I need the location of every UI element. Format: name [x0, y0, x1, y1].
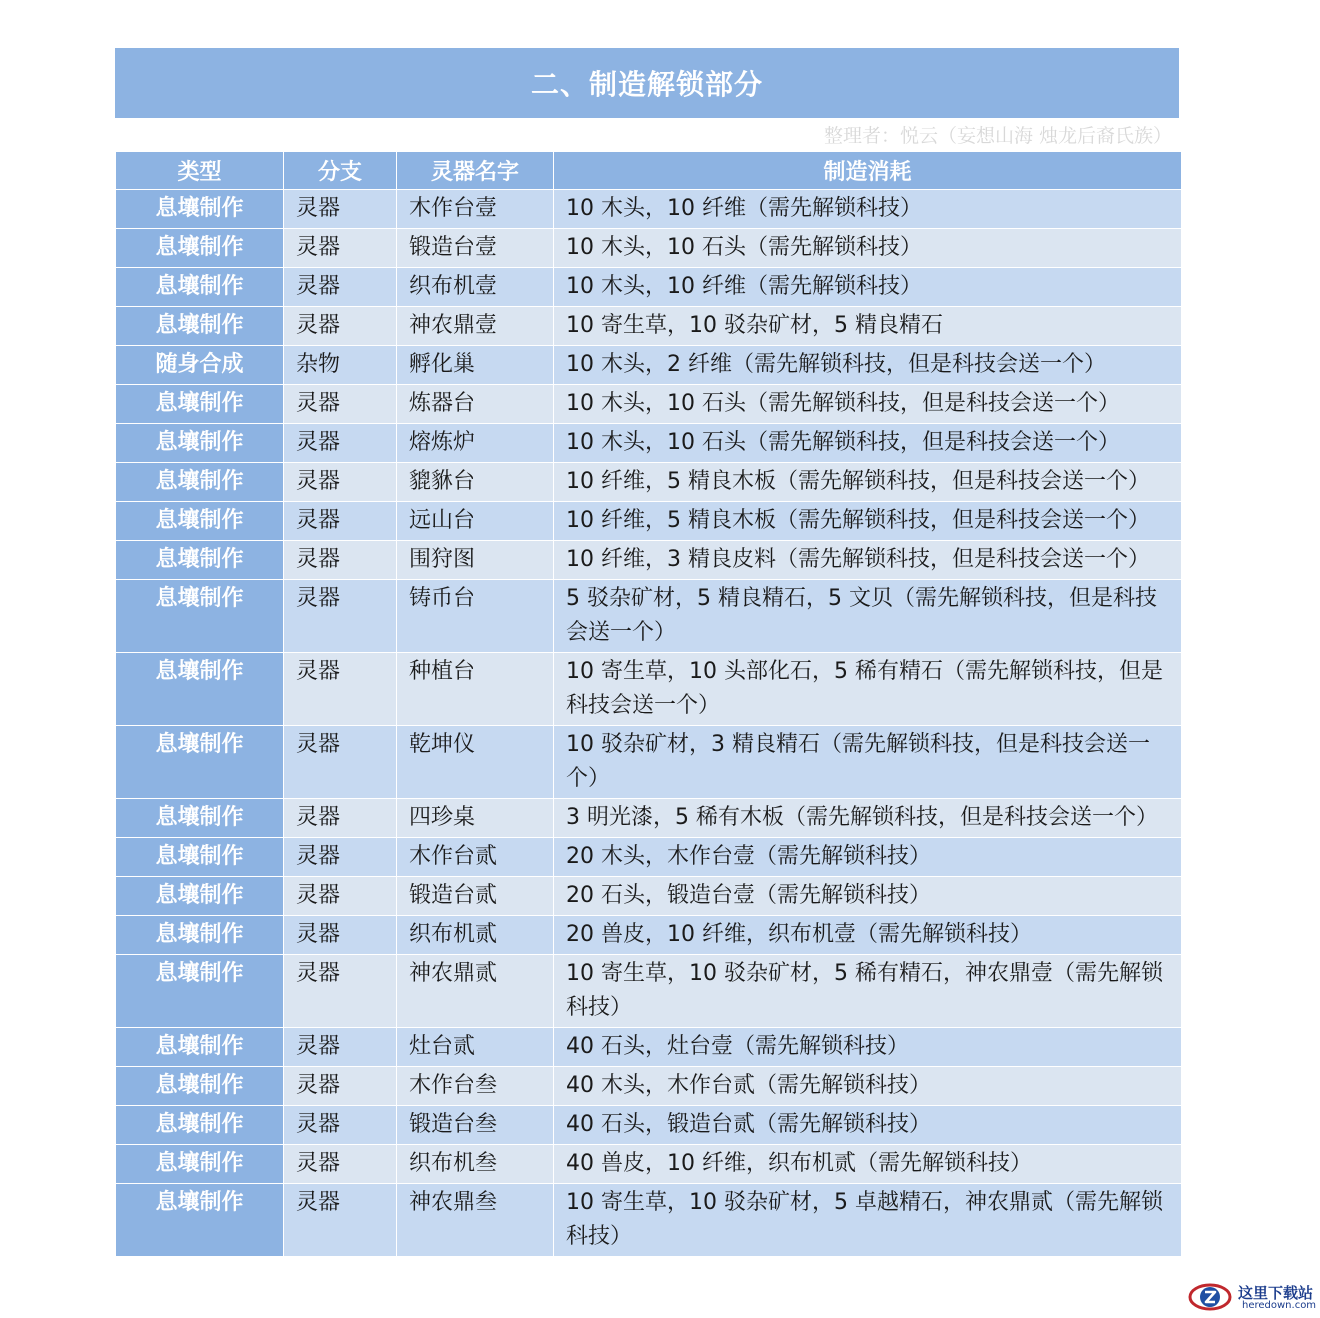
cell-branch: 灵器	[284, 1145, 397, 1184]
cell-cost: 10 木头，2 纤维（需先解锁科技，但是科技会送一个）	[554, 346, 1182, 385]
crafting-table	[115, 151, 1182, 1257]
cell-cost: 10 纤维，5 精良木板（需先解锁科技，但是科技会送一个）	[554, 463, 1182, 502]
watermark-name: 这里下载站	[1238, 1284, 1314, 1302]
cell-branch: 灵器	[284, 838, 397, 877]
cell-name: 织布机叁	[397, 1145, 554, 1184]
table-row	[116, 463, 1182, 502]
cell-type: 息壤制作	[116, 726, 284, 799]
cell-name: 貔貅台	[397, 463, 554, 502]
cell-type: 息壤制作	[116, 1184, 284, 1257]
cell-cost: 10 纤维，5 精良木板（需先解锁科技，但是科技会送一个）	[554, 502, 1182, 541]
cell-cost: 10 寄生草，10 驳杂矿材，5 稀有精石，神农鼎壹（需先解锁科技）	[554, 955, 1182, 1028]
cell-branch: 灵器	[284, 1106, 397, 1145]
table-row	[116, 424, 1182, 463]
cell-type: 息壤制作	[116, 1028, 284, 1067]
cell-type: 息壤制作	[116, 799, 284, 838]
column-header-name: 灵器名字	[397, 152, 554, 190]
table-row	[116, 877, 1182, 916]
cell-cost: 40 兽皮，10 纤维，织布机贰（需先解锁科技）	[554, 1145, 1182, 1184]
cell-branch: 灵器	[284, 1184, 397, 1257]
table-row	[116, 307, 1182, 346]
cell-type: 息壤制作	[116, 385, 284, 424]
cell-name: 神农鼎叁	[397, 1184, 554, 1257]
column-header-cost: 制造消耗	[554, 152, 1182, 190]
cell-branch: 灵器	[284, 463, 397, 502]
column-header-type: 类型	[116, 152, 284, 190]
table-row	[116, 190, 1182, 229]
cell-name: 锻造台叁	[397, 1106, 554, 1145]
cell-cost: 10 木头，10 纤维（需先解锁科技）	[554, 190, 1182, 229]
cell-branch: 杂物	[284, 346, 397, 385]
cell-type: 息壤制作	[116, 463, 284, 502]
table-row	[116, 1067, 1182, 1106]
cell-name: 织布机贰	[397, 916, 554, 955]
cell-cost: 40 石头，锻造台贰（需先解锁科技）	[554, 1106, 1182, 1145]
cell-name: 熔炼炉	[397, 424, 554, 463]
cell-name: 灶台贰	[397, 1028, 554, 1067]
cell-branch: 灵器	[284, 502, 397, 541]
cell-name: 远山台	[397, 502, 554, 541]
table-row	[116, 838, 1182, 877]
cell-name: 木作台贰	[397, 838, 554, 877]
cell-branch: 灵器	[284, 916, 397, 955]
site-watermark	[1186, 1280, 1316, 1314]
cell-type: 息壤制作	[116, 307, 284, 346]
table-row	[116, 1028, 1182, 1067]
cell-cost: 10 木头，10 石头（需先解锁科技，但是科技会送一个）	[554, 385, 1182, 424]
cell-name: 木作台叁	[397, 1067, 554, 1106]
cell-type: 息壤制作	[116, 955, 284, 1028]
cell-branch: 灵器	[284, 726, 397, 799]
cell-type: 随身合成	[116, 346, 284, 385]
table-row	[116, 580, 1182, 653]
column-header-branch: 分支	[284, 152, 397, 190]
cell-branch: 灵器	[284, 307, 397, 346]
cell-type: 息壤制作	[116, 541, 284, 580]
cell-branch: 灵器	[284, 385, 397, 424]
table-row	[116, 1106, 1182, 1145]
cell-branch: 灵器	[284, 877, 397, 916]
cell-name: 木作台壹	[397, 190, 554, 229]
watermark-url: heredown.com	[1242, 1300, 1317, 1311]
table-row	[116, 799, 1182, 838]
cell-cost: 10 木头，10 石头（需先解锁科技，但是科技会送一个）	[554, 424, 1182, 463]
cell-cost: 10 寄生草，10 驳杂矿材，5 精良精石	[554, 307, 1182, 346]
cell-name: 铸币台	[397, 580, 554, 653]
cell-name: 乾坤仪	[397, 726, 554, 799]
cell-name: 神农鼎壹	[397, 307, 554, 346]
table-row	[116, 229, 1182, 268]
cell-type: 息壤制作	[116, 229, 284, 268]
table-row	[116, 502, 1182, 541]
cell-name: 炼器台	[397, 385, 554, 424]
table-row	[116, 726, 1182, 799]
cell-cost: 10 驳杂矿材，3 精良精石（需先解锁科技，但是科技会送一个）	[554, 726, 1182, 799]
cell-branch: 灵器	[284, 580, 397, 653]
cell-branch: 灵器	[284, 268, 397, 307]
table-row	[116, 268, 1182, 307]
cell-branch: 灵器	[284, 229, 397, 268]
cell-branch: 灵器	[284, 799, 397, 838]
cell-name: 锻造台壹	[397, 229, 554, 268]
cell-cost: 5 驳杂矿材，5 精良精石，5 文贝（需先解锁科技，但是科技会送一个）	[554, 580, 1182, 653]
cell-name: 孵化巢	[397, 346, 554, 385]
cell-type: 息壤制作	[116, 653, 284, 726]
cell-name: 围狩图	[397, 541, 554, 580]
cell-cost: 10 寄生草，10 头部化石，5 稀有精石（需先解锁科技，但是科技会送一个）	[554, 653, 1182, 726]
cell-cost: 10 木头，10 石头（需先解锁科技）	[554, 229, 1182, 268]
cell-cost: 20 木头，木作台壹（需先解锁科技）	[554, 838, 1182, 877]
table-row	[116, 955, 1182, 1028]
cell-cost: 40 石头，灶台壹（需先解锁科技）	[554, 1028, 1182, 1067]
cell-type: 息壤制作	[116, 1106, 284, 1145]
table-row	[116, 916, 1182, 955]
cell-branch: 灵器	[284, 653, 397, 726]
cell-type: 息壤制作	[116, 190, 284, 229]
cell-cost: 10 寄生草，10 驳杂矿材，5 卓越精石，神农鼎贰（需先解锁科技）	[554, 1184, 1182, 1257]
cell-cost: 20 兽皮，10 纤维，织布机壹（需先解锁科技）	[554, 916, 1182, 955]
cell-cost: 3 明光漆，5 稀有木板（需先解锁科技，但是科技会送一个）	[554, 799, 1182, 838]
cell-name: 种植台	[397, 653, 554, 726]
cell-type: 息壤制作	[116, 1067, 284, 1106]
cell-type: 息壤制作	[116, 424, 284, 463]
table-row	[116, 541, 1182, 580]
table-row	[116, 385, 1182, 424]
cell-type: 息壤制作	[116, 268, 284, 307]
compiler-note: 整理者：悦云（妄想山海 烛龙后裔氏族）	[823, 125, 1172, 147]
cell-type: 息壤制作	[116, 916, 284, 955]
table-row	[116, 1184, 1182, 1257]
cell-branch: 灵器	[284, 1067, 397, 1106]
cell-type: 息壤制作	[116, 838, 284, 877]
cell-cost: 40 木头，木作台贰（需先解锁科技）	[554, 1067, 1182, 1106]
cell-type: 息壤制作	[116, 1145, 284, 1184]
cell-cost: 10 纤维，3 精良皮料（需先解锁科技，但是科技会送一个）	[554, 541, 1182, 580]
cell-cost: 20 石头，锻造台壹（需先解锁科技）	[554, 877, 1182, 916]
cell-name: 织布机壹	[397, 268, 554, 307]
cell-type: 息壤制作	[116, 877, 284, 916]
table-row	[116, 653, 1182, 726]
z-logo-icon	[1188, 1282, 1232, 1312]
page-title: 二、制造解锁部分	[115, 48, 1179, 118]
cell-branch: 灵器	[284, 424, 397, 463]
cell-type: 息壤制作	[116, 580, 284, 653]
cell-cost: 10 木头，10 纤维（需先解锁科技）	[554, 268, 1182, 307]
cell-branch: 灵器	[284, 541, 397, 580]
cell-name: 神农鼎贰	[397, 955, 554, 1028]
cell-type: 息壤制作	[116, 502, 284, 541]
table-row	[116, 1145, 1182, 1184]
cell-branch: 灵器	[284, 955, 397, 1028]
table-row	[116, 346, 1182, 385]
cell-branch: 灵器	[284, 1028, 397, 1067]
table-header-row	[116, 152, 1182, 190]
cell-name: 四珍桌	[397, 799, 554, 838]
cell-branch: 灵器	[284, 190, 397, 229]
cell-name: 锻造台贰	[397, 877, 554, 916]
